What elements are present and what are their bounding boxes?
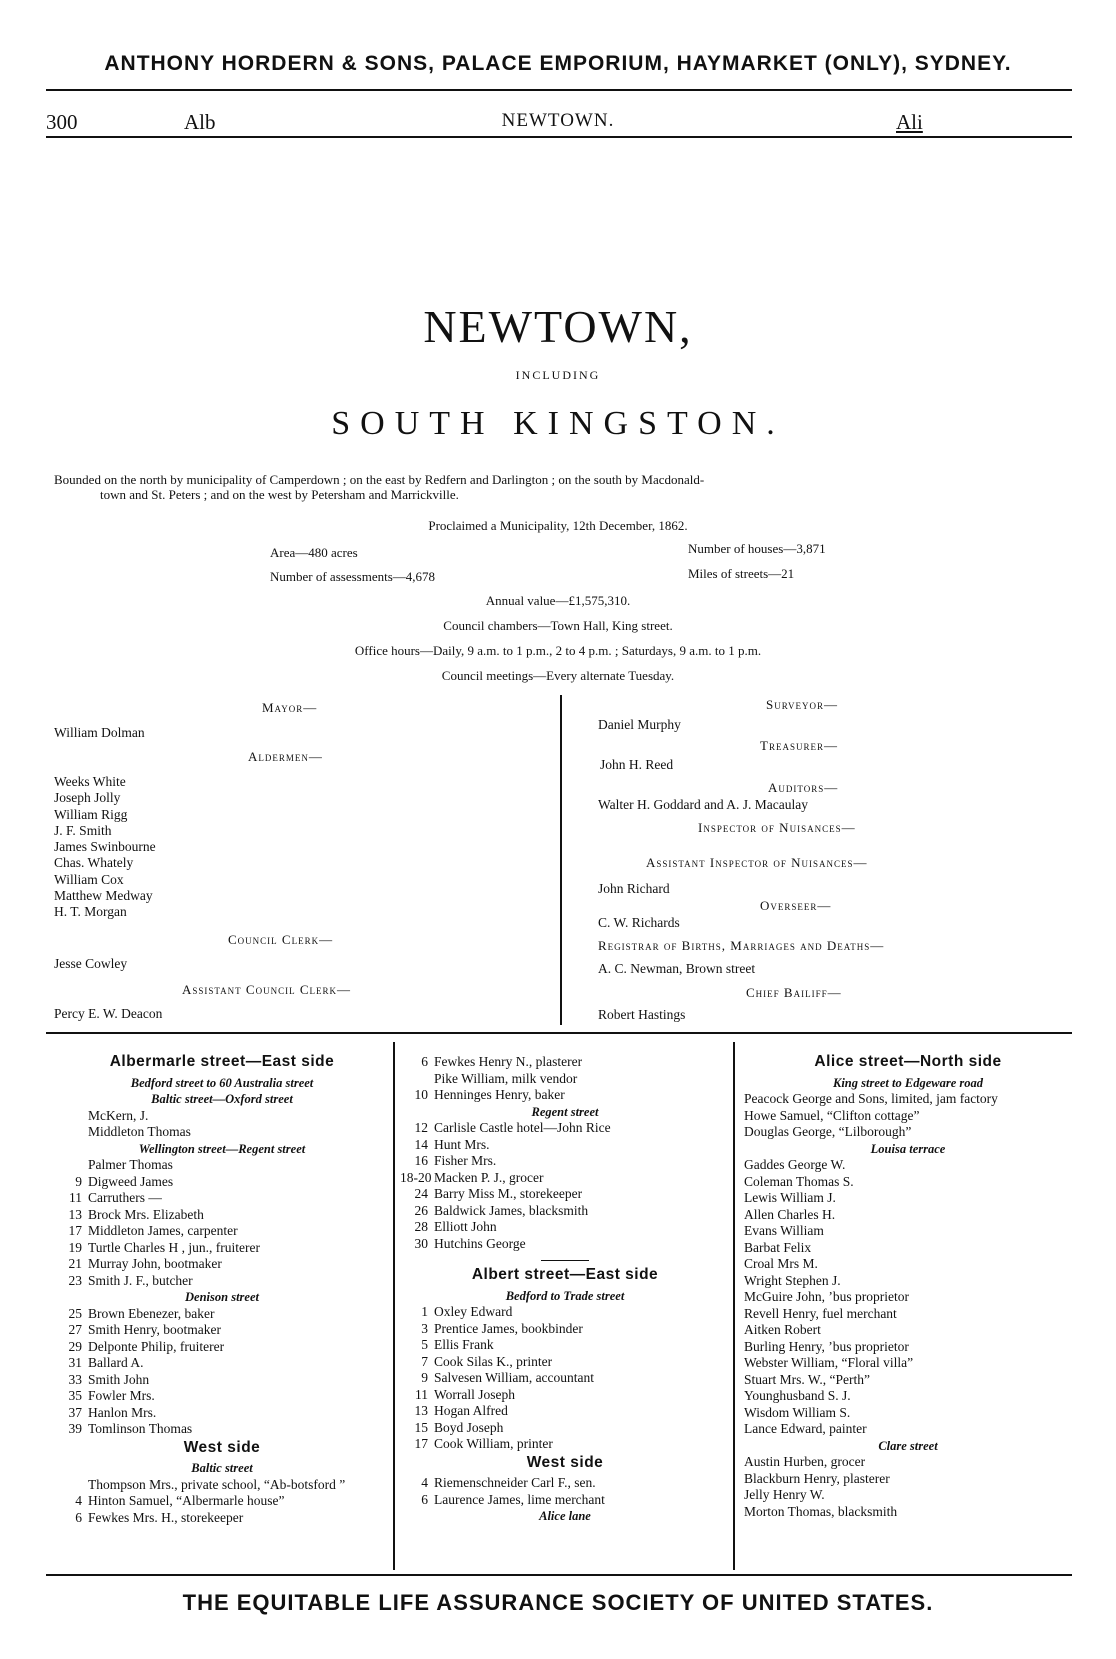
houses-text: Number of houses—3,871: [688, 541, 826, 556]
cross-street: Baltic street—Oxford street: [151, 1092, 293, 1106]
cross-street: Clare street: [878, 1438, 938, 1453]
surveyor-name: Daniel Murphy: [598, 717, 681, 732]
aldermen-label: Aldermen—: [248, 749, 323, 764]
cross-street: Baltic street: [191, 1461, 253, 1475]
resident-name: Hinton Samuel, “Albermarle house”: [88, 1493, 285, 1508]
directory-column-1: [54, 1052, 390, 1526]
directory-entry: [738, 1124, 1078, 1141]
directory-entry: [54, 1108, 390, 1125]
house-number: 13: [68, 1206, 82, 1222]
directory-entry: [400, 1120, 730, 1137]
resident-name: Blackburn Henry, plasterer: [744, 1470, 890, 1486]
house-number: 16: [414, 1153, 428, 1168]
header-right-guide-word: Ali: [896, 110, 923, 134]
directory-entry: [738, 1471, 1078, 1488]
house-number: 3: [421, 1320, 428, 1336]
resident-name: Middleton Thomas: [88, 1124, 191, 1139]
resident-name: Delponte Philip, fruiterer: [88, 1338, 225, 1354]
directory-entry: [738, 1339, 1078, 1356]
resident-name: Fisher Mrs.: [434, 1153, 497, 1168]
house-number: 39: [68, 1421, 82, 1436]
directory-entry: [738, 1207, 1078, 1224]
directory-entry: [54, 1405, 390, 1422]
house-number: 6: [421, 1491, 428, 1507]
directory-entry: [400, 1403, 730, 1420]
inspector-of-nuisances-label: Inspector of Nuisances—: [698, 820, 856, 835]
alderman-name: Weeks White: [54, 774, 126, 789]
alderman-name: J. F. Smith: [54, 822, 112, 838]
resident-name: Wright Stephen J.: [744, 1272, 841, 1288]
resident-name: Evans William: [744, 1223, 824, 1238]
council-clerk-label: Council Clerk—: [228, 932, 334, 947]
boundary-line-2: town and St. Peters ; and on the west by Petersham and Marrickville.: [100, 487, 459, 502]
house-number: 21: [68, 1256, 82, 1271]
directory-entry: [738, 1174, 1078, 1191]
resident-name: Stuart Mrs. W., “Perth”: [744, 1371, 870, 1387]
directory-entry: [738, 1454, 1078, 1471]
directory-entry: [400, 1219, 730, 1236]
resident-name: Revell Henry, fuel merchant: [744, 1305, 897, 1321]
resident-name: Webster William, “Floral villa”: [744, 1355, 914, 1370]
resident-name: Cook Silas K., printer: [434, 1353, 553, 1369]
house-number: 37: [68, 1404, 82, 1420]
resident-name: Croal Mrs M.: [744, 1256, 818, 1271]
resident-name: Douglas George, “Lilborough”: [744, 1124, 912, 1139]
cross-street: Bedford street to 60 Australia street: [130, 1075, 314, 1090]
directory-entry: [738, 1504, 1078, 1521]
directory-entry: [400, 1087, 730, 1104]
house-number: 17: [68, 1223, 82, 1238]
resident-name: Riemenschneider Carl F., sen.: [434, 1475, 596, 1490]
directory-entry: [400, 1236, 730, 1253]
auditors-label: Auditors—: [768, 780, 839, 795]
assessments-text: Number of assessments—4,678: [270, 569, 436, 584]
resident-name: Hutchins George: [434, 1235, 526, 1251]
house-number: 9: [75, 1173, 82, 1189]
directory-entry: [400, 1186, 730, 1203]
resident-name: Hunt Mrs.: [434, 1136, 490, 1152]
resident-name: Younghusband S. J.: [744, 1388, 851, 1403]
resident-name: Morton Thomas, blacksmith: [744, 1503, 898, 1519]
assistant-clerk-label: Assistant Council Clerk—: [182, 982, 352, 997]
alderman-name: H. T. Morgan: [54, 904, 127, 920]
house-number: 27: [68, 1322, 82, 1337]
directory-entry: [54, 1510, 390, 1527]
directory-entry: [54, 1493, 390, 1510]
boundary-description: [54, 472, 1074, 502]
directory-entry: [54, 1372, 390, 1389]
annual-value-text: Annual value—£1,575,310.: [485, 593, 631, 608]
directory-entry: [54, 1190, 390, 1207]
directory-column-2: [400, 1054, 730, 1525]
directory-entry: [54, 1207, 390, 1224]
house-number: 31: [68, 1355, 82, 1370]
header-left-guide-word: Alb: [184, 110, 216, 134]
house-number: 15: [414, 1419, 428, 1435]
house-number: 4: [75, 1493, 82, 1508]
resident-name: Peacock George and Sons, limited, jam factory: [744, 1091, 998, 1106]
directory-entry: [54, 1157, 390, 1174]
street-heading: West side: [183, 1438, 261, 1456]
directory-entry: [400, 1304, 730, 1321]
resident-name: McGuire John, ’bus proprietor: [744, 1289, 909, 1304]
directory-entry: [738, 1256, 1078, 1273]
registrar-label: Registrar of Births, Marriages and Deaths—: [598, 938, 885, 953]
resident-name: Palmer Thomas: [88, 1157, 173, 1172]
house-number: 5: [421, 1337, 428, 1352]
directory-entry: [54, 1339, 390, 1356]
directory-entry: [54, 1124, 390, 1141]
area-text: Area—480 acres: [270, 545, 358, 560]
street-heading: Albermarle street—East side: [109, 1053, 335, 1070]
mayor-label: Mayor—: [262, 700, 318, 715]
resident-name: Smith J. F., butcher: [88, 1272, 193, 1288]
house-number: 25: [68, 1305, 82, 1321]
resident-name: Barbat Felix: [744, 1239, 812, 1255]
resident-name: Boyd Joseph: [434, 1419, 504, 1435]
directory-entry: [738, 1273, 1078, 1290]
treasurer-name: John H. Reed: [600, 757, 674, 772]
chief-bailiff-name: Robert Hastings: [598, 1007, 686, 1022]
resident-name: Oxley Edward: [434, 1304, 513, 1319]
directory-entry: [738, 1388, 1078, 1405]
resident-name: Cook William, printer: [434, 1436, 553, 1451]
directory-entry: [738, 1372, 1078, 1389]
bottom-advertisement-banner: THE EQUITABLE LIFE ASSURANCE SOCIETY OF UNITED STATES.: [182, 1590, 934, 1615]
chief-bailiff-label: Chief Bailiff—: [746, 985, 842, 1000]
resident-name: Salvesen William, accountant: [434, 1370, 595, 1385]
house-number: 35: [68, 1388, 82, 1403]
council-chambers-text: Council chambers—Town Hall, King street.: [443, 618, 673, 633]
directory-bottom-rule: [46, 1574, 1072, 1576]
house-number: 6: [421, 1054, 428, 1069]
directory-entry: [738, 1355, 1078, 1372]
alderman-name: Chas. Whately: [54, 855, 134, 871]
resident-name: Murray John, bootmaker: [88, 1256, 222, 1271]
alderman-name: William Cox: [54, 871, 124, 887]
directory-entry: [400, 1071, 730, 1088]
directory-entry: [738, 1157, 1078, 1174]
resident-name: Burling Henry, ’bus proprietor: [744, 1338, 909, 1354]
directory-entry: [400, 1354, 730, 1371]
resident-name: Ellis Frank: [434, 1337, 494, 1352]
house-number: 9: [421, 1370, 428, 1385]
house-number: 11: [69, 1190, 82, 1205]
overseer-label: Overseer—: [760, 898, 832, 913]
overseer-name: C. W. Richards: [598, 915, 680, 930]
resident-name: Tomlinson Thomas: [88, 1421, 193, 1436]
cross-street: Louisa terrace: [870, 1141, 946, 1156]
resident-name: Barry Miss M., storekeeper: [434, 1186, 583, 1201]
directory-entry: [400, 1337, 730, 1354]
resident-name: Howe Samuel, “Clifton cottage”: [744, 1107, 920, 1123]
cross-street: King street to Edgeware road: [832, 1075, 983, 1090]
resident-name: Wisdom William S.: [744, 1404, 851, 1420]
resident-name: Lewis William J.: [744, 1190, 836, 1205]
directory-entry: [54, 1421, 390, 1438]
resident-name: Fewkes Mrs. H., storekeeper: [88, 1509, 244, 1525]
directory-entry: [54, 1388, 390, 1405]
resident-name: Smith John: [88, 1371, 150, 1387]
resident-name: Smith Henry, bootmaker: [88, 1322, 221, 1337]
house-number: 18-20: [400, 1169, 432, 1185]
directory-entry: [400, 1203, 730, 1220]
directory-entry: [54, 1174, 390, 1191]
house-number: 12: [414, 1120, 428, 1135]
council-clerk-name: Jesse Cowley: [54, 956, 128, 971]
street-heading: West side: [526, 1453, 604, 1471]
resident-name: Carlisle Castle hotel—John Rice: [434, 1120, 611, 1135]
house-number: 4: [421, 1475, 428, 1490]
resident-name: Laurence James, lime merchant: [434, 1491, 605, 1507]
house-number: 11: [415, 1386, 428, 1402]
directory-entry: [400, 1054, 730, 1071]
directory-entry: [400, 1370, 730, 1387]
house-number: 13: [414, 1403, 428, 1418]
resident-name: Brown Ebenezer, baker: [88, 1305, 215, 1321]
house-number: 7: [421, 1353, 428, 1369]
resident-name: Thompson Mrs., private school, “Ab-botsford ”: [88, 1476, 346, 1492]
directory-entry: [738, 1306, 1078, 1323]
directory-entry: [738, 1289, 1078, 1306]
resident-name: Elliott John: [434, 1219, 497, 1234]
directory-entry: [738, 1190, 1078, 1207]
registrar-name: A. C. Newman, Brown street: [598, 961, 756, 976]
directory-entry: [54, 1256, 390, 1273]
directory-entry: [54, 1355, 390, 1372]
officials-divider: [560, 695, 562, 1025]
house-number: 6: [75, 1509, 82, 1525]
resident-name: Carruthers —: [88, 1190, 162, 1205]
house-number: 14: [414, 1136, 428, 1152]
resident-name: Henninges Henry, baker: [434, 1087, 565, 1102]
cross-street: Wellington street—Regent street: [138, 1141, 306, 1156]
mayor-name: William Dolman: [54, 725, 145, 740]
resident-name: McKern, J.: [88, 1107, 149, 1123]
surveyor-label: Surveyor—: [766, 697, 839, 712]
directory-top-rule: [46, 1032, 1072, 1034]
cross-street: Denison street: [185, 1290, 259, 1304]
resident-name: Coleman Thomas S.: [744, 1173, 854, 1189]
directory-entry: [738, 1223, 1078, 1240]
page-title: NEWTOWN,: [423, 301, 693, 352]
directory-entry: [400, 1475, 730, 1492]
column-divider: [733, 1042, 735, 1570]
assistant-inspector-name: John Richard: [598, 881, 670, 896]
house-number: 19: [68, 1239, 82, 1255]
resident-name: Baldwick James, blacksmith: [434, 1202, 589, 1218]
aldermen-list: [54, 774, 156, 921]
running-title: NEWTOWN.: [501, 110, 615, 131]
directory-entry: [738, 1240, 1078, 1257]
resident-name: Fowler Mrs.: [88, 1388, 155, 1403]
directory-entry: [400, 1492, 730, 1509]
top-advertisement-banner: ANTHONY HORDERN & SONS, PALACE EMPORIUM, HAYMARKET (ONLY), SYDNEY.: [104, 52, 1012, 75]
resident-name: Gaddes George W.: [744, 1157, 846, 1172]
directory-entry: [54, 1477, 390, 1494]
house-number: 29: [68, 1338, 82, 1354]
directory-entry: [54, 1223, 390, 1240]
house-number: 33: [68, 1371, 82, 1387]
assistant-inspector-label: Assistant Inspector of Nuisances—: [646, 855, 868, 870]
house-number: 30: [414, 1235, 428, 1251]
directory-entry: [400, 1387, 730, 1404]
resident-name: Hogan Alfred: [434, 1403, 508, 1418]
resident-name: Turtle Charles H , jun., fruiterer: [88, 1239, 260, 1255]
resident-name: Jelly Henry W.: [744, 1487, 825, 1502]
resident-name: Ballard A.: [88, 1355, 144, 1370]
house-number: 28: [414, 1219, 428, 1234]
resident-name: Worrall Joseph: [434, 1386, 516, 1402]
resident-name: Pike William, milk vendor: [434, 1070, 578, 1086]
including-label: INCLUDING: [515, 368, 601, 382]
directory-entry: [54, 1306, 390, 1323]
resident-name: Digweed James: [88, 1173, 174, 1189]
header-bottom-rule: [46, 136, 1072, 138]
cross-street: Regent street: [531, 1104, 599, 1119]
council-meetings-text: Council meetings—Every alternate Tuesday.: [441, 668, 675, 683]
alderman-name: James Swinbourne: [54, 839, 156, 855]
directory-entry: [400, 1436, 730, 1453]
header-top-rule: [46, 89, 1072, 91]
directory-entry: [738, 1405, 1078, 1422]
resident-name: Hanlon Mrs.: [88, 1404, 157, 1420]
directory-entry: [54, 1273, 390, 1290]
street-heading: Alice street—North side: [814, 1053, 1002, 1070]
alderman-name: William Rigg: [54, 806, 128, 822]
directory-entry: [400, 1170, 730, 1187]
office-hours-text: Office hours—Daily, 9 a.m. to 1 p.m., 2 to 4 p.m. ; Saturdays, 9 a.m. to 1 p.m.: [354, 643, 762, 658]
resident-name: Aitken Robert: [744, 1322, 821, 1337]
boundary-line-1: Bounded on the north by municipality of Camperdown ; on the east by Redfern and Darlington ; on the south by Macdonald-: [54, 472, 705, 487]
resident-name: Austin Hurben, grocer: [744, 1454, 866, 1469]
page-number: 300: [46, 110, 78, 134]
alderman-name: Matthew Medway: [54, 888, 153, 904]
house-number: 17: [414, 1436, 428, 1451]
directory-entry: [738, 1108, 1078, 1125]
house-number: 1: [421, 1304, 428, 1319]
directory-entry: [54, 1322, 390, 1339]
directory-entry: [738, 1487, 1078, 1504]
resident-name: Allen Charles H.: [744, 1206, 836, 1222]
house-number: 24: [414, 1186, 428, 1201]
resident-name: Macken P. J., grocer: [434, 1169, 544, 1185]
directory-entry: [738, 1322, 1078, 1339]
resident-name: Lance Edward, painter: [744, 1421, 867, 1436]
assistant-clerk-name: Percy E. W. Deacon: [54, 1006, 163, 1021]
resident-name: Brock Mrs. Elizabeth: [88, 1206, 204, 1222]
directory-entry: [400, 1137, 730, 1154]
alderman-name: Joseph Jolly: [54, 790, 121, 806]
directory-entry: [738, 1421, 1078, 1438]
directory-entry: [400, 1420, 730, 1437]
proclaimed-text: Proclaimed a Municipality, 12th December, 1862.: [428, 518, 688, 533]
directory-entry: [400, 1321, 730, 1338]
directory-entry: [54, 1240, 390, 1257]
section-separator: [541, 1260, 589, 1261]
page-subtitle: SOUTH KINGSTON.: [331, 405, 785, 442]
street-heading: Albert street—East side: [471, 1266, 659, 1283]
directory-entry: [738, 1091, 1078, 1108]
directory-column-3: [738, 1052, 1078, 1520]
directory-entry: [400, 1153, 730, 1170]
cross-street: Alice lane: [539, 1509, 591, 1523]
cross-street: Bedford to Trade street: [505, 1288, 625, 1303]
treasurer-label: Treasurer—: [760, 738, 838, 753]
house-number: 10: [414, 1087, 428, 1102]
column-divider: [393, 1042, 395, 1570]
resident-name: Middleton James, carpenter: [88, 1223, 238, 1238]
resident-name: Fewkes Henry N., plasterer: [434, 1054, 583, 1069]
resident-name: Prentice James, bookbinder: [434, 1320, 583, 1336]
miles-text: Miles of streets—21: [688, 566, 795, 581]
house-number: 23: [68, 1272, 82, 1288]
auditors-names: Walter H. Goddard and A. J. Macaulay: [598, 797, 808, 812]
house-number: 26: [414, 1202, 428, 1218]
